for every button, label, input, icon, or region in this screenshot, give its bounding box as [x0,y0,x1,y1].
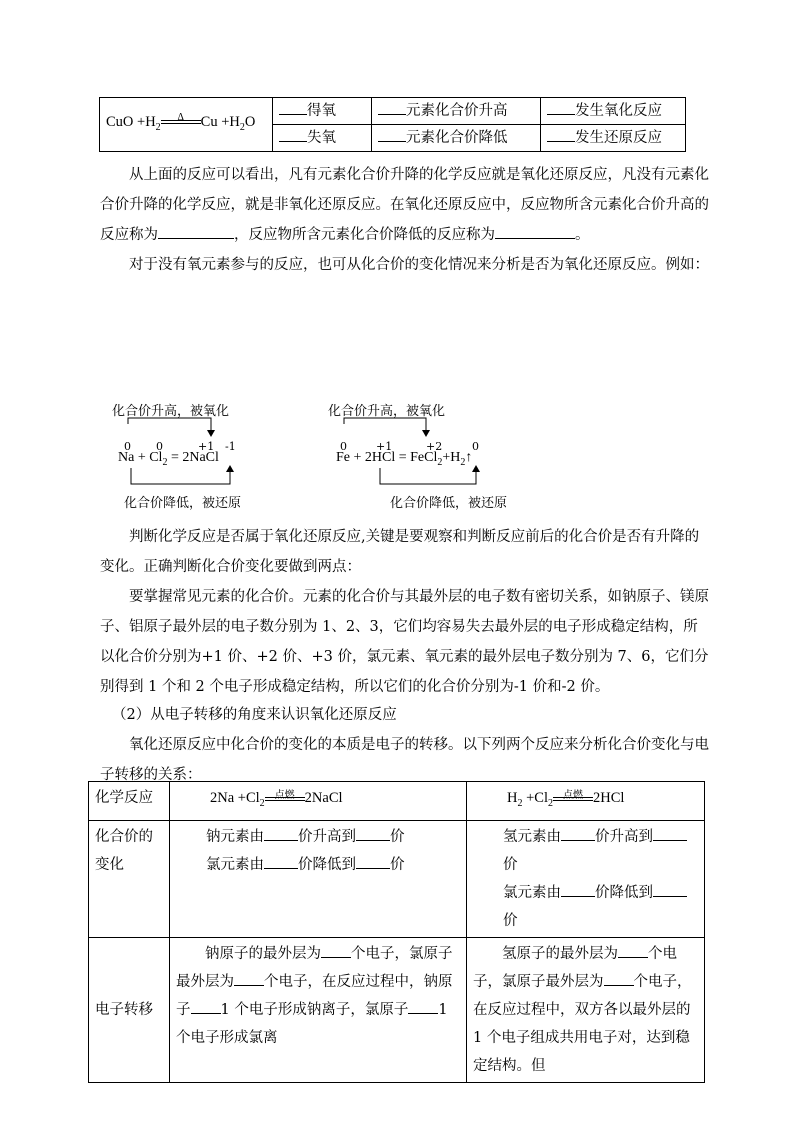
row-header-reaction: 化学反应 [89,782,170,821]
cell-text: 发生还原反应 [575,130,662,146]
cell-text: 氢原子的最外层为 [502,945,618,962]
cell-text: 元素化合价升高 [406,103,508,119]
transfer-na-cl2 [170,937,467,1082]
eq-part: H [507,790,518,806]
cond-label: 点燃 [563,789,583,801]
eq-part: CuO +H [106,113,156,130]
cell-text: 氢元素由 [503,828,561,845]
oxidation-label: 化合价升高，被氧化 [112,404,230,419]
eq-part: = 2NaCl [167,450,219,465]
transfer-h2-cl2 [467,937,705,1082]
eq-part: 2HCl [593,790,625,806]
cell [273,98,372,125]
cell-text: 钠原子的最外层为 [205,945,321,962]
valence-fe-product: +2 [426,440,443,453]
cell-text: 价升高到 [595,828,653,845]
eq-sub: 2 [517,797,523,809]
eq-part: 2NaCl [304,790,343,806]
eq-sub: 2 [437,456,443,468]
eq-sub: 2 [239,121,245,133]
cell-text: 价 [503,856,518,873]
cell [541,98,686,125]
paragraph-electron-intro: 氧化还原反应中化合价的变化的本质是电子的转移。以下列两个反应来分析化合价变化与电子转移的关系： [100,737,709,783]
eq-part: Cu +H [200,113,240,130]
cell [541,125,686,152]
cell-text: 1 个电子形成氯离 [176,1001,448,1046]
valence-na: 0 [124,440,131,453]
valence-h: +1 [376,440,393,453]
paragraph-example-intro: 对于没有氧元素参与的反应，也可从化合价的变化情况来分析是否为氧化还原反应。例如： [129,257,709,273]
ignite-condition [265,789,305,806]
eq-part: +H [442,450,461,465]
row-header-valence: 化合价的变化 [89,820,170,937]
cell-text: 价降低到 [298,856,356,873]
eq-part: O [244,113,256,130]
cell-text: 个电子，在反应过程中，钠原子 [176,973,453,1018]
paragraph-valence-rules: 要掌握常见元素的化合价。元素的化合价与其最外层的电子数有密切关系，如钠原子、镁原子、铝原子最外层的电子数分别为 1、2、3，它们均容易失去最外层的电子形成稳定结构，所以化合价分别为+1 价、+2 价、+3 价，氯元素、氧元素的最外层电子数分别为 7、6，它们分别得到 1 个和 2 个电子形成稳定结构，所以它们的化合价分别为-1 价和-2 价。 [100,589,709,695]
eq-part: Na + Cl [118,450,163,465]
electron-transfer-table [88,781,705,1083]
eq-sub: 2 [162,456,168,468]
cell [372,125,541,152]
cuo-equation-cell [100,98,273,152]
cell-text: 失氧 [307,130,336,146]
eq-part: ↑ [465,450,473,465]
eq-part: 2Na +Cl [210,790,260,806]
valence-h2-cl2 [467,820,705,937]
reaction-na-cl2 [170,782,467,821]
cell-text: 个电子，氯原子最外层为 [176,945,453,990]
section-heading-electron-transfer: （2）从电子转移的角度来认识氧化还原反应 [112,707,397,723]
fe-hcl-equation [336,450,472,468]
diagram-fe-hcl [326,396,546,516]
paragraph-judgement: 判断化学反应是否属于氧化还原反应,关键是要观察和判断反应前后的化合价是否有升降的变化。正确判断化合价变化要做到两点： [100,529,700,575]
cell-text: 1 个电子形成钠离子，氯原子 [220,1001,409,1018]
para-text: ，反应物所含元素化合价降低的反应称为 [234,227,495,243]
cell-text: 个电子，在反应过程中，双方各以最外层的 1 个电子组成共用电子对，达到稳定结构。但 [473,973,692,1074]
eq-part: Fe + 2HCl = FeCl [336,450,438,465]
eq-sub: 2 [460,456,466,468]
cell-text: 价降低到 [595,884,653,901]
cell-text: 价升高到 [298,828,356,845]
para-text: 从上面的反应可以看出，凡有元素化合价升降的化学反应就是氧化还原反应，凡没有元素化合价升降的化学反应，就是非氧化还原反应。在氧化还原反应中，反应物所含元素化合价升高的反应称为 [100,167,709,243]
redox-summary-table [99,97,686,152]
paragraph-redox-definition [100,160,710,250]
cond-label: Δ [177,112,184,124]
cell-text: 钠元素由 [206,828,264,845]
cell [273,125,372,152]
eq-sub: 2 [259,797,265,809]
reaction-h2-cl2 [467,782,705,821]
valence-fe: 0 [340,440,347,453]
eq-part: +Cl [522,790,548,806]
valence-na-cl2 [170,820,467,937]
ignite-condition [553,789,593,806]
valence-na-product: +1 [198,440,215,453]
diagram-na-cl [108,396,308,516]
para-text: 。 [575,227,590,243]
reduction-label: 化合价降低，被还原 [390,496,508,511]
eq-sub: 2 [155,121,161,133]
reduction-label: 化合价降低，被还原 [124,496,242,511]
cell-text: 发生氧化反应 [575,103,662,119]
cell [372,98,541,125]
heat-condition [161,112,201,129]
oxidation-label: 化合价升高，被氧化 [328,404,446,419]
valence-cl2: 0 [156,440,163,453]
cell-text: 价 [390,856,405,873]
cell-text: 价 [503,912,518,929]
cell-text: 个电子，氯原子最外层为 [473,945,677,990]
valence-cl-product: -1 [225,440,236,453]
na-cl-equation [118,450,219,468]
cell-text: 元素化合价降低 [406,130,508,146]
cell-text: 氯元素由 [206,856,264,873]
eq-sub: 2 [548,797,553,809]
valence-h2: 0 [472,440,479,453]
cond-label: 点燃 [274,789,295,801]
row-header-transfer: 电子转移 [89,937,170,1082]
cell-text: 价 [390,828,405,845]
cell-text: 得氧 [307,103,336,119]
cell-text: 氯元素由 [503,884,561,901]
